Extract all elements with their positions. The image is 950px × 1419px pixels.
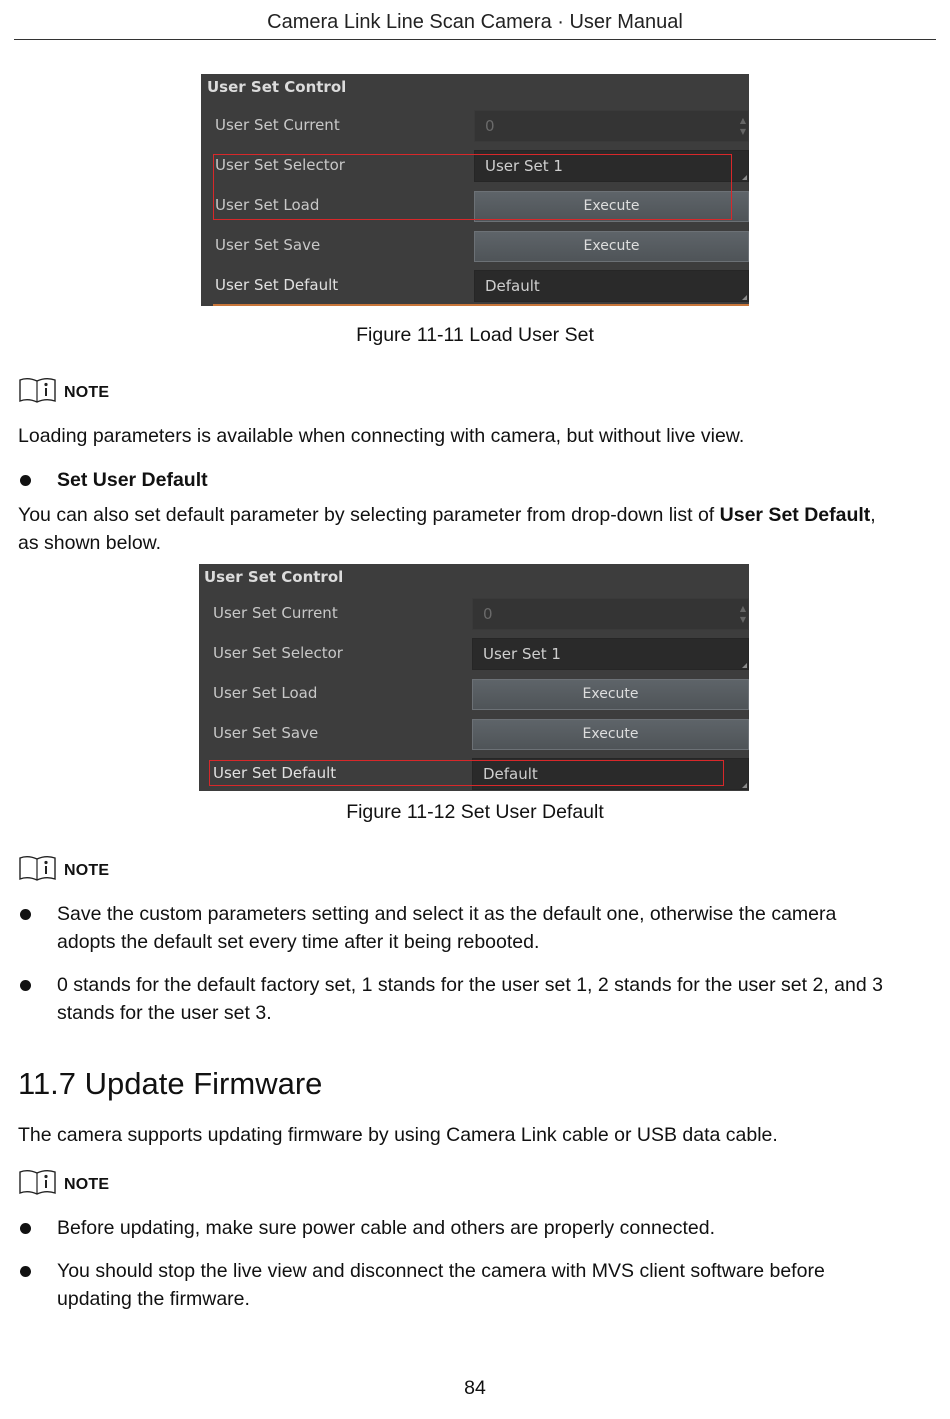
dropdown-arrow-icon[interactable] <box>742 295 747 300</box>
selection-underline <box>213 304 749 306</box>
note-block <box>18 850 109 882</box>
subheading: Set User Default <box>57 469 208 491</box>
row-label: User Set Default <box>215 276 339 294</box>
dropdown-arrow-icon[interactable] <box>742 175 747 180</box>
note-block <box>18 372 109 404</box>
note-label: NOTE <box>64 384 110 401</box>
row-user-set-selector <box>199 634 749 674</box>
bullet-icon <box>20 980 31 991</box>
note-book-icon <box>18 854 57 882</box>
button-label: Execute <box>583 238 640 254</box>
paragraph-text: , <box>870 504 876 526</box>
paragraph-bold-text: User Set Default <box>719 504 871 526</box>
paragraph <box>18 501 934 557</box>
row-user-set-current <box>201 106 749 146</box>
bullet-icon <box>20 475 31 486</box>
row-label: User Set Current <box>215 116 340 134</box>
spinbox-value: 0 <box>485 117 495 135</box>
panel-title: User Set Control <box>207 78 347 96</box>
paragraph-text: as shown below. <box>18 532 162 554</box>
dropdown-value: Default <box>483 765 538 783</box>
row-label: User Set Save <box>213 724 319 742</box>
bullet-item <box>18 1257 934 1313</box>
user-set-control-panel-1 <box>201 74 749 306</box>
row-label: User Set Save <box>215 236 321 254</box>
row-label: User Set Selector <box>213 644 343 662</box>
bullet-item <box>18 900 934 956</box>
button-label: Execute <box>582 686 639 702</box>
user-set-default-dropdown[interactable] <box>474 270 749 302</box>
dropdown-value: User Set 1 <box>485 157 563 175</box>
bullet-heading <box>18 466 934 494</box>
paragraph-text: You can also set default parameter by selecting parameter from drop-down list of <box>18 504 720 526</box>
row-user-set-save <box>201 226 749 266</box>
highlight-box <box>209 760 724 786</box>
user-set-load-execute-button[interactable] <box>472 679 749 710</box>
bullet-icon <box>20 909 31 920</box>
note-block <box>18 1164 109 1196</box>
button-label: Execute <box>582 726 639 742</box>
spin-up-icon[interactable]: ▲ <box>739 116 746 125</box>
dropdown-arrow-icon[interactable] <box>742 783 747 788</box>
header-title: Camera Link Line Scan Camera · User Manual <box>267 11 683 33</box>
row-user-set-load <box>199 674 749 714</box>
header-divider <box>14 39 936 40</box>
highlight-box <box>213 154 732 220</box>
row-label: User Set Default <box>213 764 337 782</box>
row-user-set-default <box>201 266 749 306</box>
note-label: NOTE <box>64 862 110 879</box>
user-set-save-execute-button[interactable] <box>472 719 749 750</box>
user-set-current-spinbox[interactable] <box>474 110 749 142</box>
bullet-text: Save the custom parameters setting and select it as the default one, otherwise the camera adopts the default set every time after it being rebooted. <box>57 903 837 953</box>
panel-title: User Set Control <box>204 568 344 586</box>
dropdown-value: User Set 1 <box>483 645 561 663</box>
bullet-text: 0 stands for the default factory set, 1 stands for the user set 1, 2 stands for the user set 2, and 3 stands for the user set 3. <box>57 974 883 1024</box>
bullet-text: Before updating, make sure power cable and others are properly connected. <box>57 1217 715 1239</box>
button-label: Execute <box>583 198 640 214</box>
figure-caption: Figure 11-11 Load User Set <box>356 324 594 346</box>
spin-up-icon[interactable]: ▲ <box>739 604 746 613</box>
dropdown-value: Default <box>485 277 540 295</box>
user-set-selector-dropdown[interactable] <box>472 638 749 670</box>
spin-down-icon[interactable]: ▼ <box>739 615 746 624</box>
row-user-set-current <box>199 594 749 634</box>
bullet-item <box>18 1214 934 1242</box>
row-user-set-save <box>199 714 749 754</box>
spin-down-icon[interactable]: ▼ <box>739 127 746 136</box>
user-set-save-execute-button[interactable] <box>474 231 749 262</box>
section-text: The camera supports updating firmware by using Camera Link cable or USB data cable. <box>18 1124 778 1146</box>
dropdown-arrow-icon[interactable] <box>742 663 747 668</box>
figure-caption: Figure 11-12 Set User Default <box>346 801 604 823</box>
note-label: NOTE <box>64 1176 110 1193</box>
user-set-control-panel-2 <box>199 564 749 791</box>
row-label: User Set Load <box>213 684 318 702</box>
page-number: 84 <box>464 1377 486 1399</box>
user-set-current-spinbox[interactable] <box>472 598 749 630</box>
section-heading: 11.7 Update Firmware <box>18 1066 323 1101</box>
row-label: User Set Current <box>213 604 338 622</box>
spinbox-value: 0 <box>483 605 493 623</box>
note-text: Loading parameters is available when connecting with camera, but without live view. <box>18 425 745 447</box>
bullet-item <box>18 971 934 1027</box>
bullet-text: You should stop the live view and disconnect the camera with MVS client software before updating the firmware. <box>57 1260 825 1310</box>
bullet-icon <box>20 1223 31 1234</box>
bullet-icon <box>20 1266 31 1277</box>
note-book-icon <box>18 376 57 404</box>
note-book-icon <box>18 1168 57 1196</box>
row-label: User Set Selector <box>215 156 345 174</box>
row-label: User Set Load <box>215 196 320 214</box>
